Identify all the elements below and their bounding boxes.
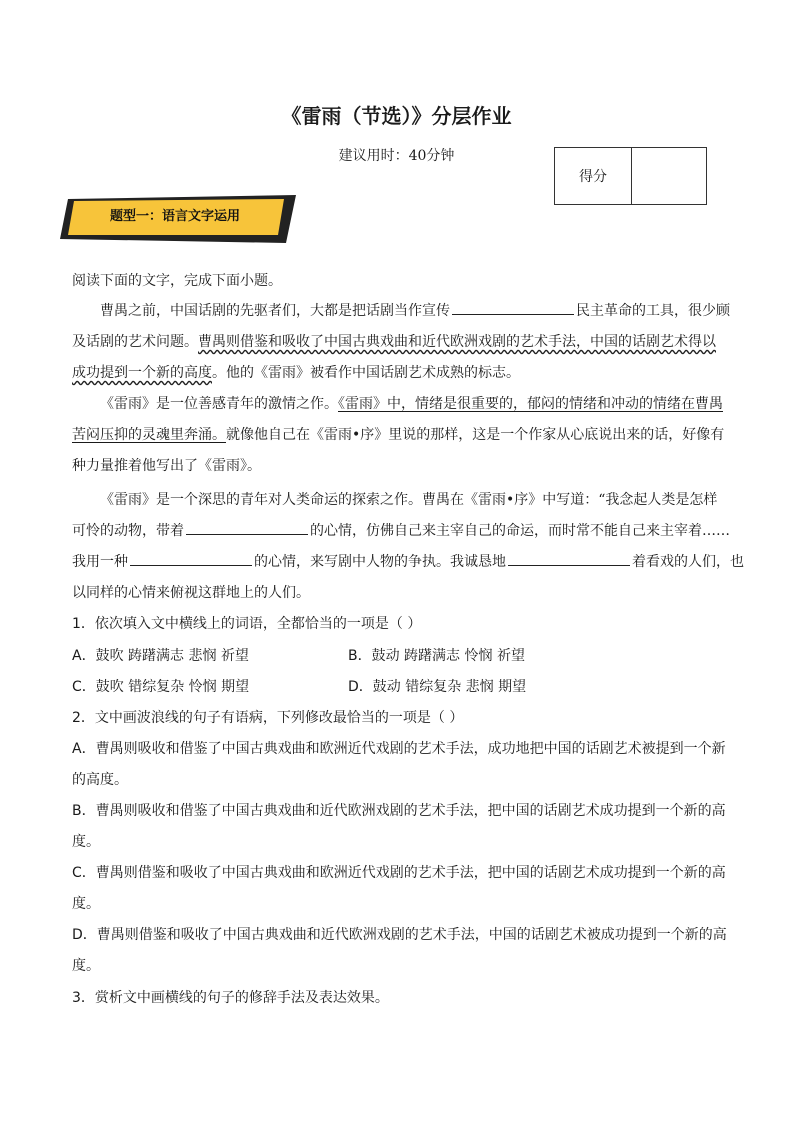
- passage-text: 的心情，来写剧中人物的争执。我诚恳地: [254, 554, 506, 570]
- q1-option-a[interactable]: A．鼓吹 踌躇满志 悲悯 祈望: [72, 648, 249, 664]
- q2-option-c-cont: 度。: [72, 896, 100, 912]
- question-3-stem: 3．赏析文中画横线的句子的修辞手法及表达效果。: [72, 990, 389, 1006]
- instruction-text: 阅读下面的文字，完成下面小题。: [72, 273, 282, 289]
- q1-option-d[interactable]: D．鼓动 错综复杂 悲悯 期望: [348, 679, 527, 695]
- suggested-time: 建议用时：40分钟: [338, 148, 455, 164]
- passage-line: 《雷雨》是一个深思的青年对人类命运的探索之作。曹禺在《雷雨•序》中写道：“我念起人类是怎样: [100, 492, 718, 508]
- q2-option-c[interactable]: C．曹禺则借鉴和吸收了中国古典戏曲和欧洲近代戏剧的艺术手法，把中国的话剧艺术成功提到一个新的高: [72, 865, 726, 881]
- passage-line: 以同样的心情来俯视这群地上的人们。: [72, 585, 310, 601]
- passage-text: 就像他自己在《雷雨•序》里说的那样，这是一个作家从心底说出来的话，好像有: [226, 427, 725, 443]
- passage-text: 的心情，仿佛自己来主宰自己的命运，而时常不能自己来主宰着……: [310, 523, 730, 539]
- score-value[interactable]: [632, 148, 706, 204]
- passage-line: [72, 520, 730, 540]
- q2-option-d-cont: 度。: [72, 958, 100, 974]
- q2-option-d[interactable]: D．曹禺则借鉴和吸收了中国古典戏曲和近代欧洲戏剧的艺术手法，中国的话剧艺术被成功提到一个新的高: [72, 927, 727, 943]
- passage-text: 。他的《雷雨》被看作中国话剧艺术成熟的标志。: [212, 365, 520, 381]
- passage-line: [100, 300, 730, 320]
- fill-blank[interactable]: [452, 302, 574, 315]
- passage-line: [72, 551, 744, 571]
- section-banner: [60, 195, 296, 243]
- question-2-stem: 2．文中画波浪线的句子有语病，下列修改最恰当的一项是（ ）: [72, 710, 464, 726]
- passage-line: [72, 424, 724, 444]
- section-title: 题型一：语言文字运用: [110, 209, 241, 224]
- question-1-stem: 1．依次填入文中横线上的词语，全都恰当的一项是（ ）: [72, 616, 422, 632]
- q1-option-c[interactable]: C．鼓吹 错综复杂 怜悯 期望: [72, 679, 250, 695]
- wavy-underlined-sentence: 曹禺则借鉴和吸收了中国古典戏曲和近代欧洲戏剧的艺术手法，中国的话剧艺术得以: [198, 334, 716, 350]
- fill-blank[interactable]: [130, 553, 252, 566]
- score-label: 得分: [555, 148, 632, 204]
- passage-text: 《雷雨》是一位善感青年的激情之作。: [100, 396, 338, 412]
- passage-line: 种力量推着他写出了《雷雨》。: [72, 458, 261, 474]
- passage-line: [72, 331, 716, 351]
- q2-option-b[interactable]: B．曹禺则吸收和借鉴了中国古典戏曲和近代欧洲戏剧的艺术手法，把中国的话剧艺术成功提到一个新的高: [72, 803, 726, 819]
- passage-line: [72, 362, 520, 382]
- fill-blank[interactable]: [186, 522, 308, 535]
- passage-text: 可怜的动物，带着: [72, 523, 184, 539]
- q1-option-b[interactable]: B．鼓动 踌躇满志 怜悯 祈望: [348, 648, 525, 664]
- passage-text: 我用一种: [72, 554, 128, 570]
- q2-option-a-cont: 的高度。: [72, 772, 128, 788]
- passage-text: 民主革命的工具，很少顾: [576, 303, 730, 319]
- wavy-underlined-sentence: 成功提到一个新的高度: [72, 365, 212, 381]
- score-box: [554, 147, 707, 205]
- passage-text: 着看戏的人们，也: [632, 554, 744, 570]
- underlined-sentence: 《雷雨》中，情绪是很重要的，郁闷的情绪和冲动的情绪在曹禺: [338, 396, 723, 412]
- q2-option-a[interactable]: A．曹禺则吸收和借鉴了中国古典戏曲和欧洲近代戏剧的艺术手法，成功地把中国的话剧艺术被提到一个新: [72, 741, 726, 757]
- passage-line: [100, 393, 723, 413]
- underlined-sentence: 苦闷压抑的灵魂里奔涌。: [72, 427, 226, 443]
- page-title: 《雷雨（节选）》分层作业: [281, 104, 512, 128]
- passage-text: 及话剧的艺术问题。: [72, 334, 198, 350]
- passage-text: 曹禺之前，中国话剧的先驱者们，大都是把话剧当作宣传: [100, 303, 450, 319]
- fill-blank[interactable]: [508, 553, 630, 566]
- q2-option-b-cont: 度。: [72, 834, 100, 850]
